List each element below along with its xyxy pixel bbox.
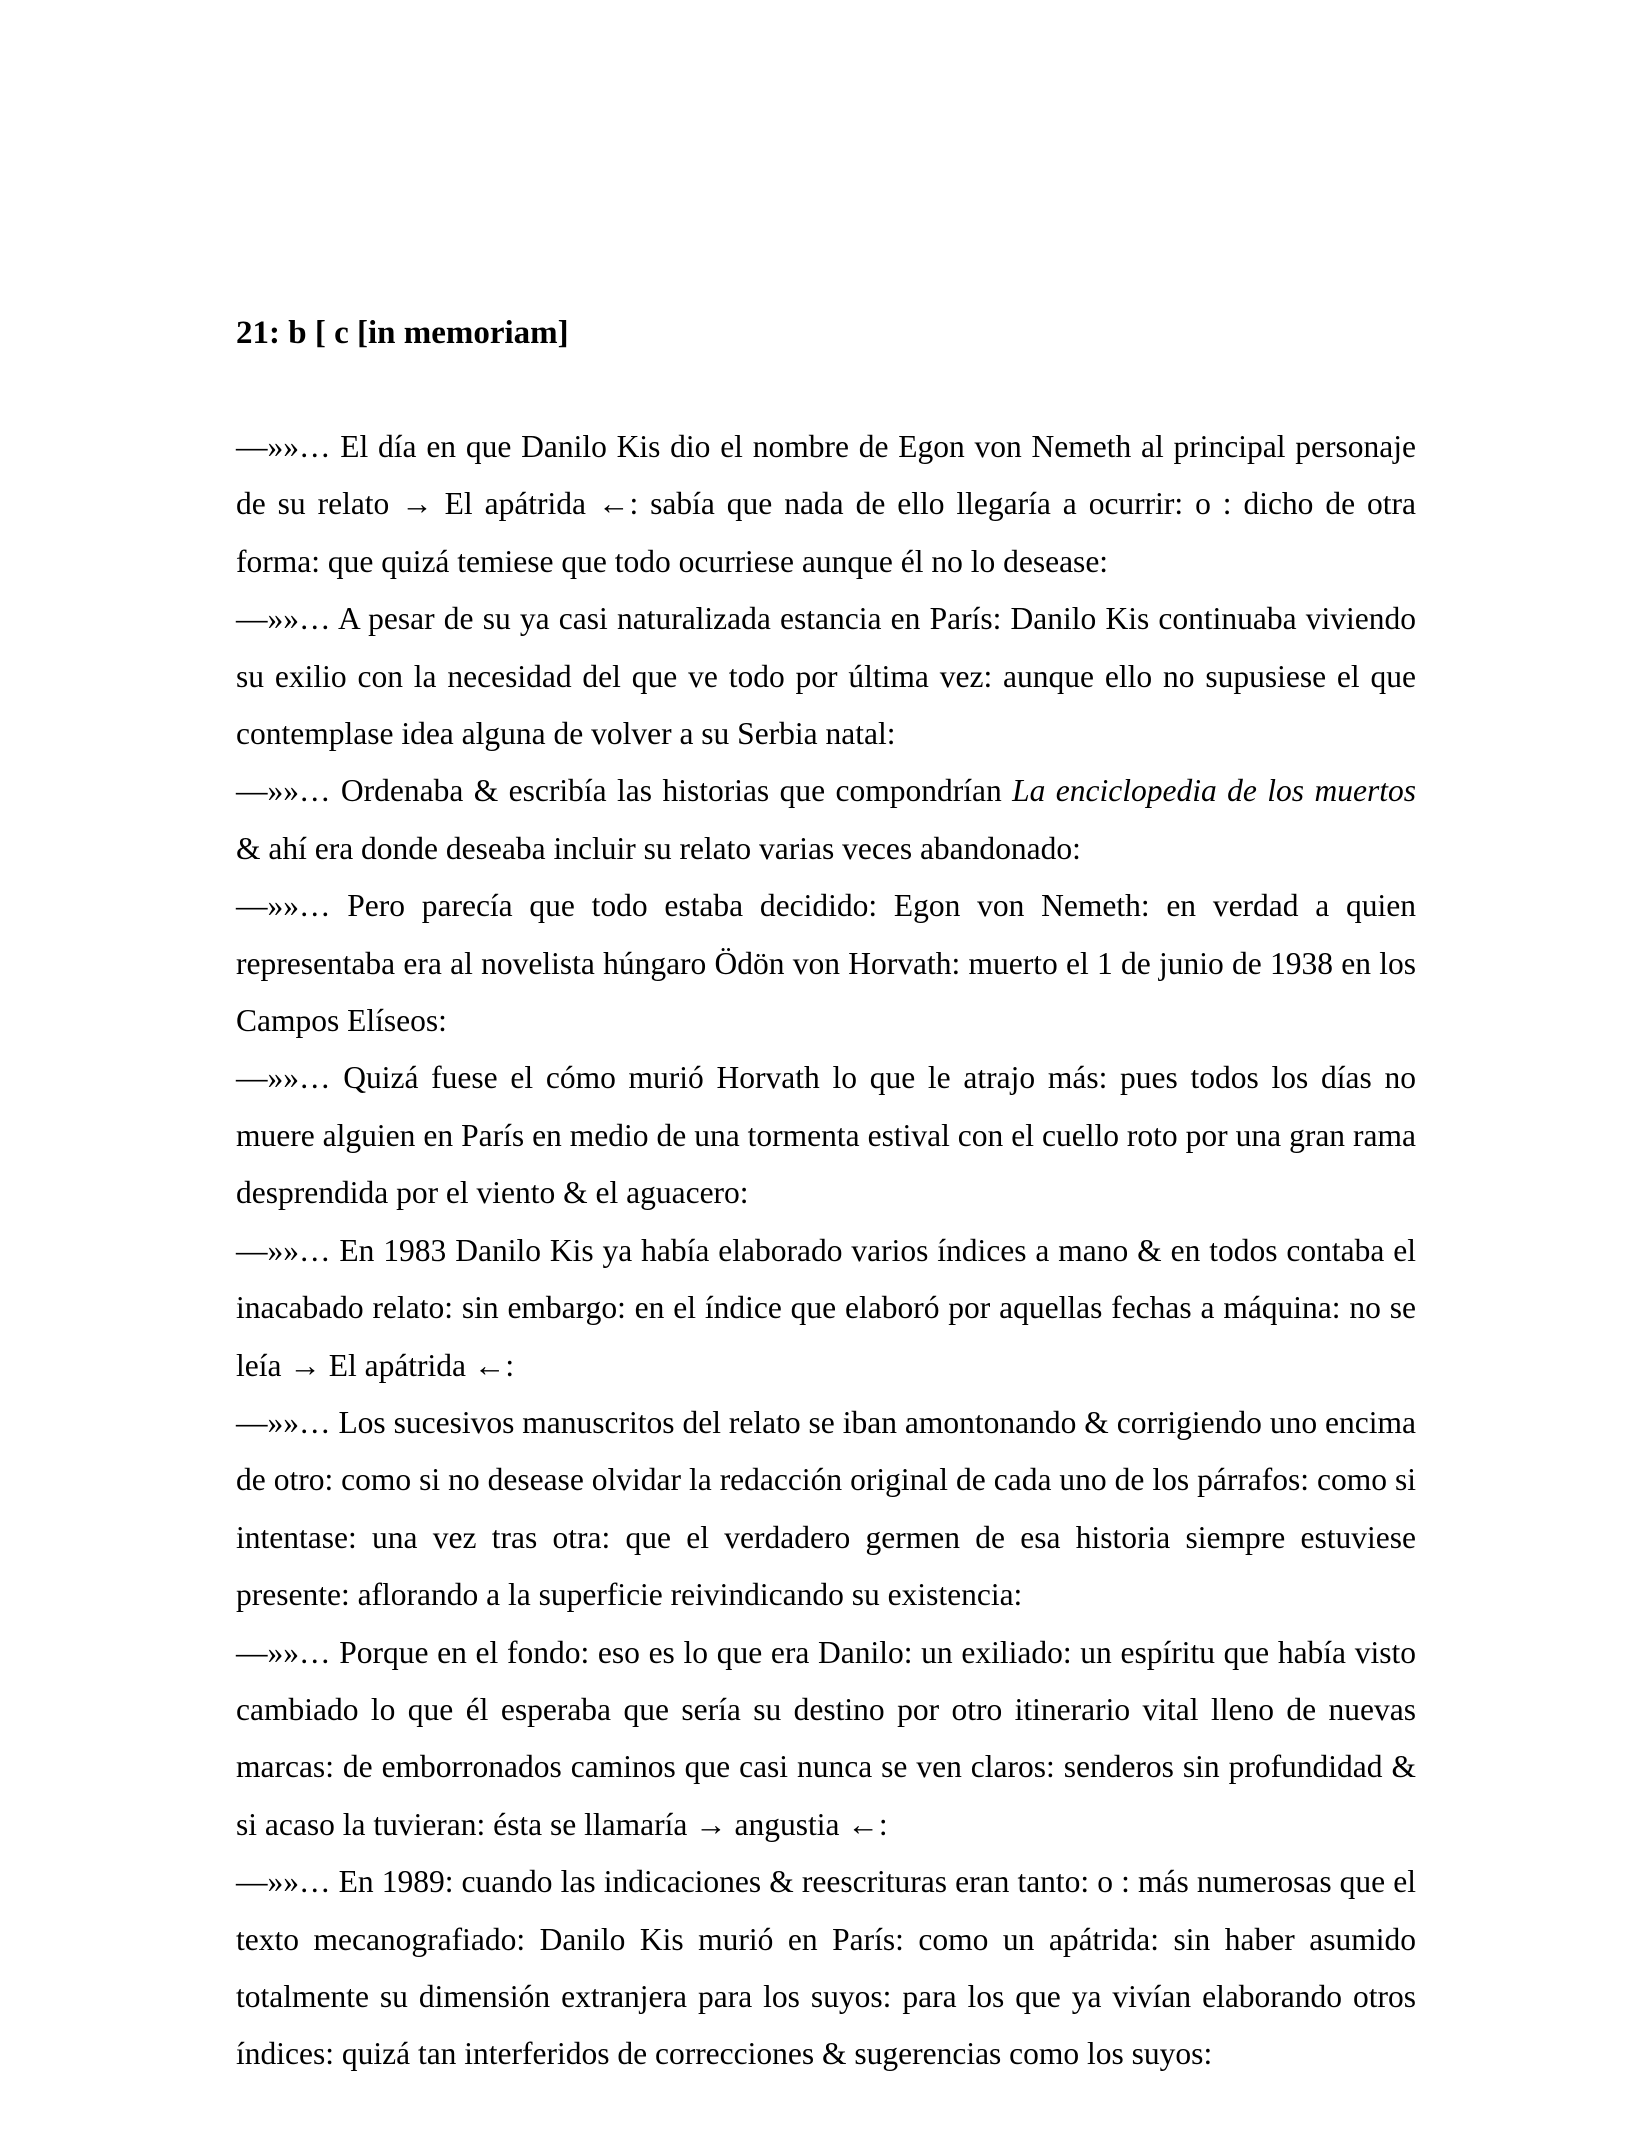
book-title: La enciclopedia de los muertos — [1012, 773, 1416, 809]
paragraph: —»»… El día en que Danilo Kis dio el nombre de Egon von Nemeth al principal personaje de su relato → El apátrida ←: sabía que nada de ello llegaría a ocurrir: o : dicho de otra forma: que quizá temiese que todo ocurriese aunque él no lo desease: — [236, 429, 1416, 579]
paragraph: —»»… Quizá fuese el cómo murió Horvath lo que le atrajo más: pues todos los días no muere alguien en París en medio de una tormenta estival con el cuello roto por una gran rama desprendida por el viento & el aguacero: — [236, 1060, 1416, 1211]
paragraph — [236, 762, 1416, 877]
paragraph: —»»… En 1989: cuando las indicaciones & reescrituras eran tanto: o : más numerosas que el texto mecanografiado: Danilo Kis murió en París: como un apátrida: sin haber asumido totalmente su dimensión extranjera para los suyos: para los que ya vivían elaborando otros índices: quizá tan interferidos de correcciones & sugerencias como los suyos: — [236, 1864, 1416, 2072]
body-text — [236, 418, 1416, 2083]
paragraph: —»»… En 1983 Danilo Kis ya había elaborado varios índices a mano & en todos contaba el inacabado relato: sin embargo: en el índice que elaboró por aquellas fechas a máquina: no se leía → El apátrida ←: — [236, 1232, 1416, 1383]
paragraph: —»»… Los sucesivos manuscritos del relato se iban amontonando & corrigiendo uno encima de otro: como si no desease olvidar la redacción original de cada uno de los párrafos: como si intentase: una vez tras otra: que el verdadero germen de esa historia siempre estuviese presente: aflorando a la superficie reivindicando su existencia: — [236, 1404, 1416, 1613]
paragraph-text: & ahí era donde deseaba incluir su relato varias veces abandonado: — [236, 830, 1081, 866]
paragraph-text: —»»… Ordenaba & escribía las historias que compondrían — [236, 773, 1013, 809]
section-heading: 21: b [ c [in memoriam] — [236, 315, 569, 351]
paragraph: —»»… A pesar de su ya casi naturalizada estancia en París: Danilo Kis continuaba viviendo su exilio con la necesidad del que ve todo por última vez: aunque ello no supusiese el que contemplase idea alguna de volver a su Serbia natal: — [236, 601, 1416, 752]
paragraph: —»»… Porque en el fondo: eso es lo que era Danilo: un exiliado: un espíritu que había visto cambiado lo que él esperaba que sería su destino por otro itinerario vital lleno de nuevas marcas: de emborronados caminos que casi nunca se ven claros: senderos sin profundidad & si acaso la tuvieran: ésta se llamaría → angustia ←: — [236, 1634, 1416, 1842]
paragraph: —»»… Pero parecía que todo estaba decidido: Egon von Nemeth: en verdad a quien representaba era al novelista húngaro Ödön von Horvath: muerto el 1 de junio de 1938 en los Campos Elíseos: — [236, 888, 1416, 1039]
